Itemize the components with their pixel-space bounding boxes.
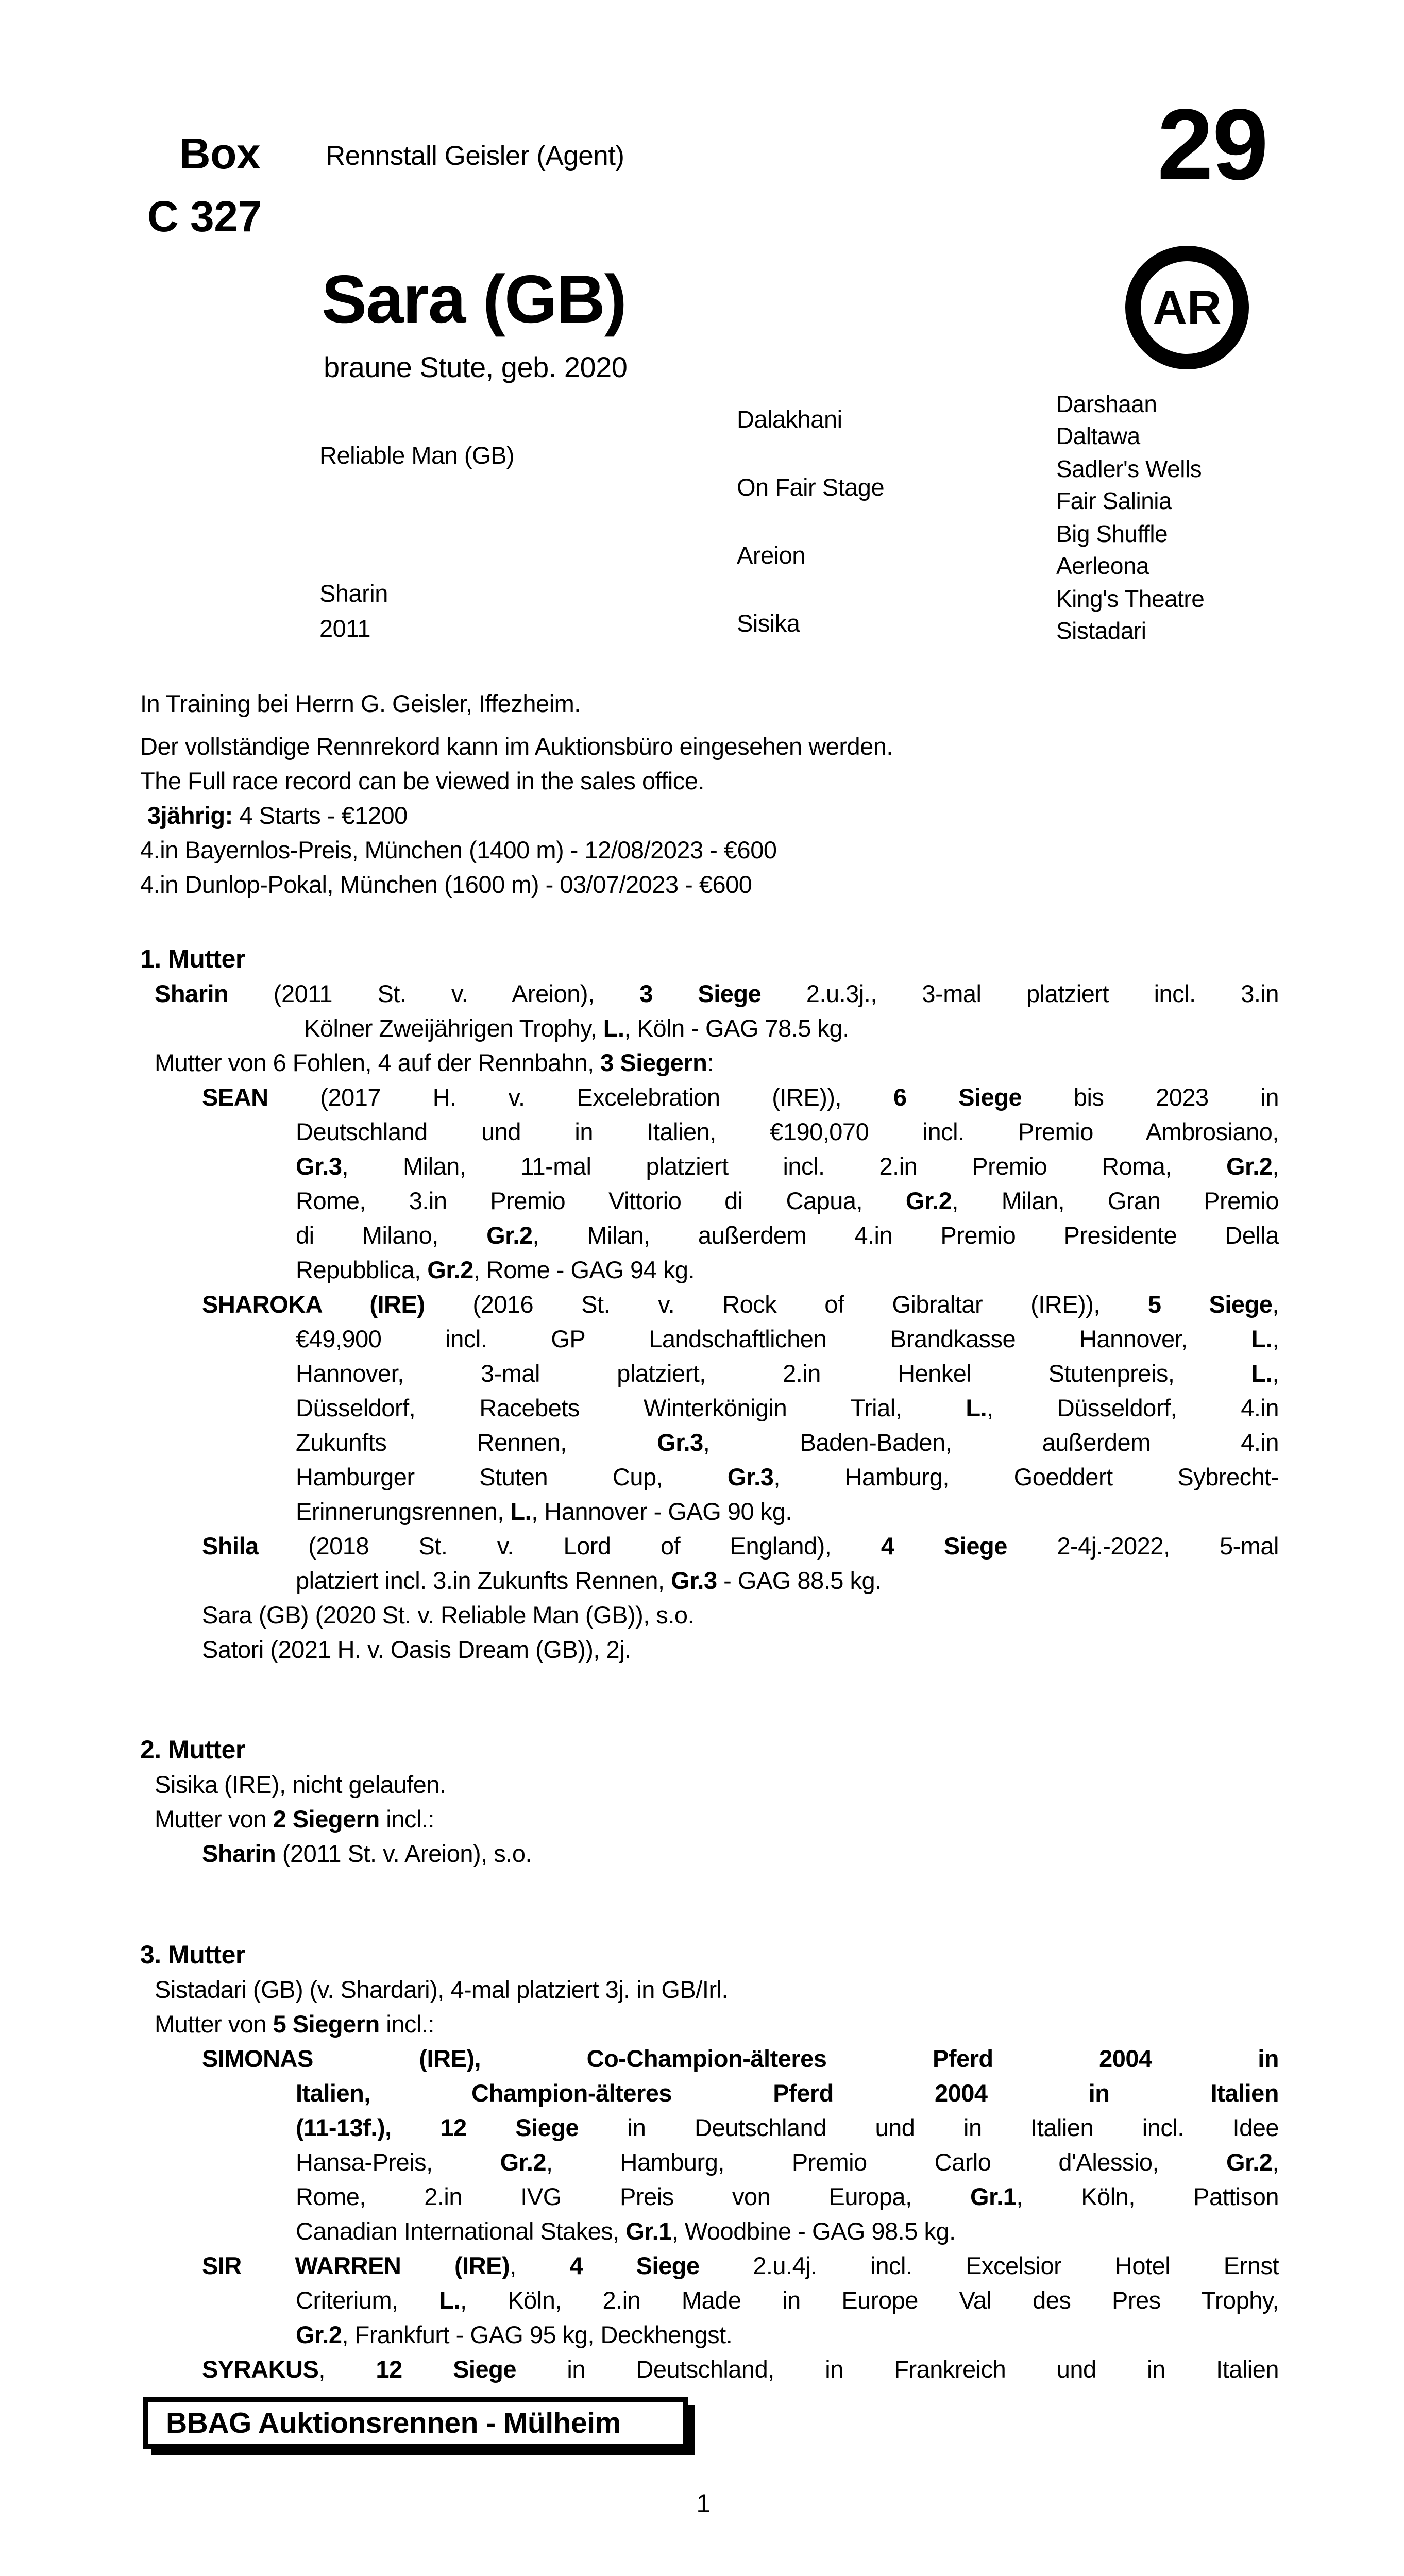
pedigree-gen2-cell: Dalakhani (737, 405, 842, 433)
body-line: (11-13f.), 12 Siege in Deutschland und in Italien incl. Idee (296, 2114, 1279, 2141)
pedigree-sire: Reliable Man (GB) (319, 442, 515, 469)
section-heading: 3. Mutter (140, 1940, 245, 1969)
body-flow (140, 686, 1279, 2386)
body-line: platziert incl. 3.in Zukunfts Rennen, Gr.3 - GAG 88.5 kg. (296, 1567, 882, 1594)
body-line: Sharin (2011 St. v. Areion), 3 Siege 2.u.3j., 3-mal platziert incl. 3.in (155, 980, 1279, 1007)
body-line: Italien, Champion-älteres Pferd 2004 in Italien (296, 2079, 1279, 2107)
body-line: Mutter von 5 Siegern incl.: (155, 2010, 434, 2038)
body-line: Shila (2018 St. v. Lord of England), 4 Siege 2-4j.-2022, 5-mal (202, 1532, 1279, 1560)
ar-badge-label: AR (1153, 281, 1222, 334)
pedigree-dam-year: 2011 (319, 615, 371, 642)
body-line: Mutter von 2 Siegern incl.: (155, 1805, 434, 1833)
lot-number: 29 (1157, 88, 1267, 201)
box-number: C 327 (147, 192, 262, 241)
body-line: Zukunfts Rennen, Gr.3, Baden-Baden, außerdem 4.in (296, 1429, 1279, 1456)
body-line: In Training bei Herrn G. Geisler, Iffezheim. (140, 690, 581, 717)
body-line: Gr.2, Frankfurt - GAG 95 kg, Deckhengst. (296, 2321, 733, 2348)
body-line: Sisika (IRE), nicht gelaufen. (155, 1771, 446, 1798)
body-line: 4.in Dunlop-Pokal, München (1600 m) - 03/07/2023 - €600 (140, 871, 752, 898)
body-line: The Full race record can be viewed in the sales office. (140, 767, 704, 794)
pedigree-gen3-cell: King's Theatre (1056, 585, 1205, 612)
body-line: Der vollständige Rennrekord kann im Auktionsbüro eingesehen werden. (140, 733, 893, 760)
body-line: Düsseldorf, Racebets Winterkönigin Trial, L., Düsseldorf, 4.in (296, 1394, 1279, 1421)
box-label: Box (179, 129, 261, 178)
body-line: Satori (2021 H. v. Oasis Dream (GB)), 2j. (202, 1636, 631, 1663)
body-line: Repubblica, Gr.2, Rome - GAG 94 kg. (296, 1256, 695, 1283)
body-line: SIR WARREN (IRE), 4 Siege 2.u.4j. incl. Excelsior Hotel Ernst (202, 2252, 1279, 2279)
body-line: Rome, 3.in Premio Vittorio di Capua, Gr.2, Milan, Gran Premio (296, 1187, 1279, 1214)
body-line: Erinnerungsrennen, L., Hannover - GAG 90 kg. (296, 1498, 792, 1525)
body-line: Criterium, L., Köln, 2.in Made in Europe Val des Pres Trophy, (296, 2286, 1279, 2314)
body-line: Canadian International Stakes, Gr.1, Woodbine - GAG 98.5 kg. (296, 2217, 956, 2245)
pedigree-gen3-cell: Aerleona (1056, 552, 1149, 579)
section-heading: 1. Mutter (140, 944, 245, 973)
body-line: Sistadari (GB) (v. Shardari), 4-mal platziert 3j. in GB/Irl. (155, 1976, 729, 2003)
pedigree-gen2-cell: On Fair Stage (737, 473, 885, 501)
pedigree-gen3-cell: Sadler's Wells (1056, 455, 1202, 482)
section-heading: 2. Mutter (140, 1735, 245, 1764)
body-line: SHAROKA (IRE) (2016 St. v. Rock of Gibraltar (IRE)), 5 Siege, (202, 1291, 1279, 1318)
pedigree-gen2-cell: Areion (737, 541, 805, 569)
auction-race-box (143, 2397, 688, 2449)
body-line: €49,900 incl. GP Landschaftlichen Brandkasse Hannover, L., (296, 1325, 1279, 1352)
page-title: Sara (GB) (322, 261, 626, 337)
pedigree-gen3-cell: Sistadari (1056, 617, 1146, 644)
body-line: Kölner Zweijährigen Trophy, L., Köln - GAG 78.5 kg. (304, 1014, 849, 1042)
pedigree-gen3-cell: Big Shuffle (1056, 520, 1168, 547)
body-line: Hannover, 3-mal platziert, 2.in Henkel Stutenpreis, L., (296, 1360, 1279, 1387)
body-line: Sara (GB) (2020 St. v. Reliable Man (GB)), s.o. (202, 1601, 695, 1629)
page-number: 1 (696, 2489, 711, 2518)
pedigree-gen3-cell: Daltawa (1056, 422, 1140, 449)
body-line: Mutter von 6 Fohlen, 4 auf der Rennbahn, 3 Siegern: (155, 1049, 714, 1076)
pedigree-gen3-cell: Fair Salinia (1056, 487, 1172, 514)
pedigree-gen2-cell: Sisika (737, 609, 800, 637)
body-line: Hamburger Stuten Cup, Gr.3, Hamburg, Goeddert Sybrecht- (296, 1463, 1279, 1490)
body-line: SEAN (2017 H. v. Excelebration (IRE)), 6 Siege bis 2023 in (202, 1083, 1279, 1111)
body-line: di Milano, Gr.2, Milan, außerdem 4.in Premio Presidente Della (296, 1222, 1279, 1249)
body-line: 3jährig: 4 Starts - €1200 (147, 802, 408, 829)
body-line: Sharin (2011 St. v. Areion), s.o. (202, 1840, 532, 1867)
body-line: Deutschland und in Italien, €190,070 incl. Premio Ambrosiano, (296, 1118, 1279, 1145)
body-line: Rome, 2.in IVG Preis von Europa, Gr.1, Köln, Pattison (296, 2183, 1279, 2210)
body-line: Gr.3, Milan, 11-mal platziert incl. 2.in Premio Roma, Gr.2, (296, 1153, 1279, 1180)
ar-badge-icon (1125, 246, 1249, 369)
auction-race-label: BBAG Auktionsrennen - Mülheim (166, 2406, 621, 2439)
horse-description: braune Stute, geb. 2020 (324, 351, 628, 383)
pedigree-gen3-cell: Darshaan (1056, 391, 1157, 417)
body-line: 4.in Bayernlos-Preis, München (1400 m) - 12/08/2023 - €600 (140, 836, 777, 863)
pedigree-dam: Sharin (319, 580, 388, 607)
body-line: SIMONAS (IRE), Co-Champion-älteres Pferd 2004 in (202, 2045, 1279, 2072)
body-line: Hansa-Preis, Gr.2, Hamburg, Premio Carlo d'Alessio, Gr.2, (296, 2148, 1279, 2176)
consignor-name: Rennstall Geisler (Agent) (326, 141, 624, 171)
body-line: SYRAKUS, 12 Siege in Deutschland, in Frankreich und in Italien (202, 2355, 1279, 2383)
